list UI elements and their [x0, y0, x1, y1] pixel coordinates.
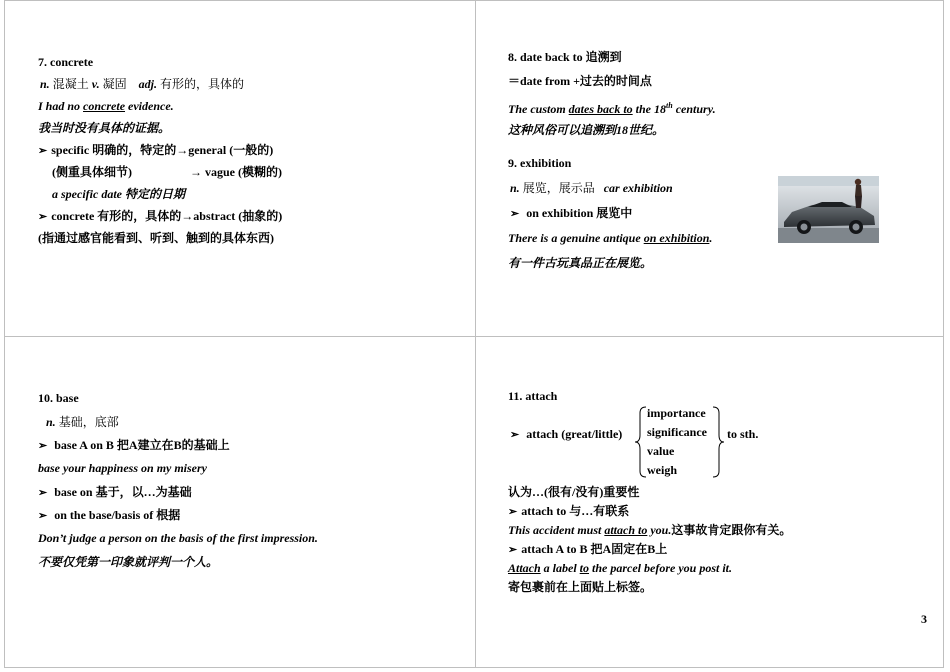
bullet-arrow-icon: ➢	[38, 440, 48, 452]
q4-option-significance: significance	[647, 425, 707, 439]
q1-note2: ➢ concrete 有形的，具体的→abstract (抽象的)	[38, 209, 283, 223]
bullet-arrow-icon: ➢	[508, 506, 518, 518]
q2-title: 8. date back to 追溯到	[508, 50, 622, 64]
q1-note1: ➢ specific 明确的，特定的→general (一般的)	[38, 143, 274, 157]
q1-pos-line: n. 混凝土 v. 凝固 adj. 有形的，具体的	[40, 77, 244, 91]
q4-example1: This accident must attach to you.这事故肯定跟你有关。	[508, 523, 792, 537]
q2-example: The custom dates back to the 18th century.	[508, 101, 716, 116]
bullet-arrow-icon: ➢	[510, 429, 520, 441]
horizontal-divider	[4, 336, 944, 337]
q4-option-value: value	[647, 444, 675, 458]
q2-translation: 这种风俗可以追溯到18世纪。	[508, 123, 665, 137]
bullet-arrow-icon: ➢	[38, 510, 48, 522]
car-exhibition-icon	[778, 176, 879, 243]
q2-title2: 9. exhibition	[508, 156, 572, 170]
q2-example2: There is a genuine antique on exhibition.	[508, 231, 713, 245]
q4-note2: ➢ attach A to B 把A固定在B上	[508, 542, 668, 556]
q2-pos-line: n. 展览，展示品 car exhibition	[510, 181, 673, 195]
q2-equals: ＝date from +过去的时间点	[508, 74, 652, 88]
q3-note2: ➢ base on 基于，以…为基础	[38, 485, 192, 499]
q1-title: 7. concrete	[38, 55, 94, 69]
q4-phrase-left: ➢ attach (great/little)	[510, 427, 623, 441]
q4-example2: Attach a label to the parcel before you post it.	[508, 561, 732, 575]
q4-note1: ➢ attach to 与…有联系	[508, 504, 630, 518]
q1-example: I had no concrete evidence.	[38, 99, 174, 113]
q2-note: ➢ on exhibition 展览中	[510, 206, 633, 220]
right-brace-icon	[711, 405, 725, 479]
left-brace-icon	[634, 405, 648, 479]
q1-example2: a specific date 特定的日期	[52, 187, 185, 201]
q4-option-importance: importance	[647, 406, 706, 420]
q3-title: 10. base	[38, 391, 79, 405]
car-exhibition-photo	[778, 176, 879, 243]
bullet-arrow-icon: ➢	[38, 211, 48, 223]
bullet-arrow-icon: ➢	[510, 208, 520, 220]
q3-pos-line: n. 基础，底部	[46, 415, 119, 429]
q3-translation: 不要仅凭第一印象就评判一个人。	[38, 555, 219, 569]
q3-example1: base your happiness on my misery	[38, 461, 208, 475]
q1-translation: 我当时没有具体的证据。	[38, 121, 171, 135]
bullet-arrow-icon: ➢	[508, 544, 518, 556]
q4-meaning: 认为…(很有/没有)重要性	[508, 485, 640, 499]
q1-note1b: (侧重具体细节)	[52, 165, 132, 179]
q1-note1c: → vague (模糊的)	[190, 165, 282, 179]
bullet-arrow-icon: ➢	[38, 145, 48, 157]
q4-title: 11. attach	[508, 389, 558, 403]
bullet-arrow-icon: ➢	[38, 487, 48, 499]
q3-note3: ➢ on the base/basis of 根据	[38, 508, 181, 522]
page-number: 3	[921, 612, 927, 626]
q2-translation2: 有一件古玩真品正在展览。	[508, 256, 653, 270]
q4-phrase-right: to sth.	[727, 427, 759, 441]
q4-option-weigh: weigh	[647, 463, 677, 477]
q4-translation2: 寄包裹前在上面贴上标签。	[508, 580, 653, 594]
q3-note1: ➢ base A on B 把A建立在B的基础上	[38, 438, 230, 452]
vertical-divider	[475, 0, 476, 668]
q1-note2b: (指通过感官能看到、听到、触到的具体东西)	[38, 231, 274, 245]
q3-example2: Don’t judge a person on the basis of the first impression.	[38, 531, 318, 545]
